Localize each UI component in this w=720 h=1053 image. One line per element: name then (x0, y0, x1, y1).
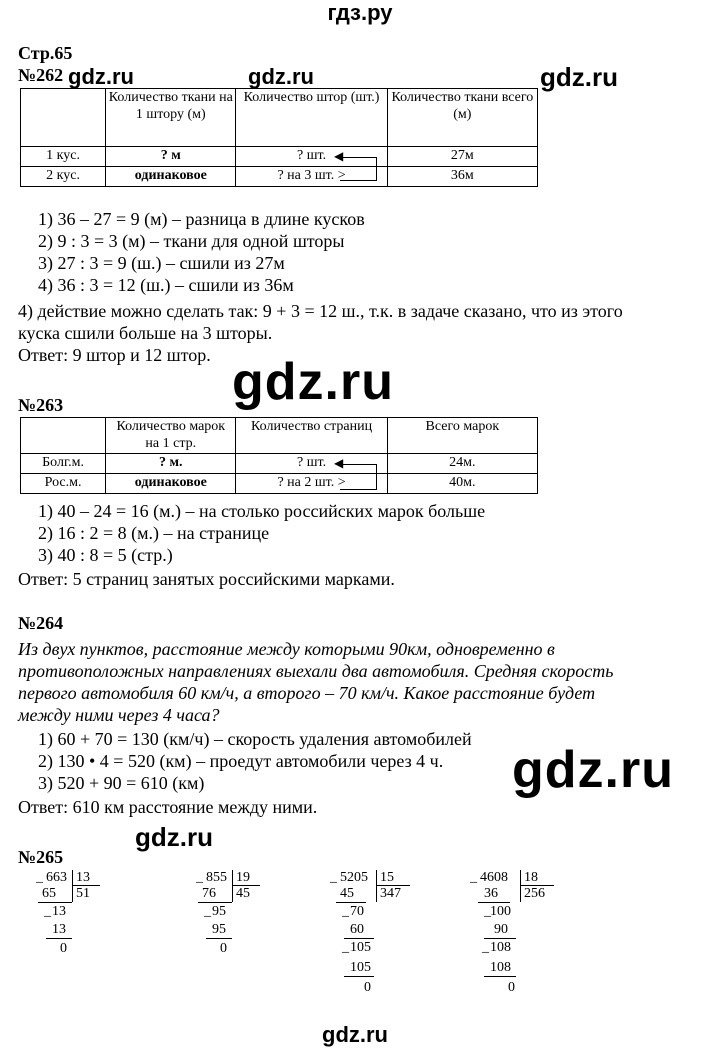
long-division (28, 866, 138, 966)
comparison-arrow (340, 157, 377, 181)
problem-text: Из двух пунктов, расстояние между которыми 90км, одновременно в (18, 639, 555, 659)
solution-note: 4) действие можно сделать так: 9 + 3 = 12 ш., т.к. в задаче сказано, что из этого (18, 301, 623, 321)
division-minus: _ (342, 940, 349, 955)
division-line: 105 (350, 960, 371, 975)
division-minus: _ (196, 870, 203, 885)
quotient: 51 (76, 886, 90, 901)
table-header-cell: Количество штор (шт.) (236, 89, 387, 147)
division-line: 65 (42, 886, 56, 901)
division-minus: _ (44, 904, 51, 919)
table-header-cell: Количество ткани на 1 штору (м) (106, 89, 236, 147)
division-line: 76 (202, 886, 216, 901)
answer-line: Ответ: 610 км расстояние между ними. (18, 797, 318, 817)
comparison-arrow (340, 464, 377, 490)
table-cell: ? м (106, 147, 236, 167)
long-division (470, 866, 590, 1016)
page-ref: Стр.65 (18, 43, 73, 63)
problem-text: первого автомобиля 60 км/ч, а второго – 70 км/ч. Какое расстояние будет (18, 683, 596, 703)
table-header-cell: Количество марок на 1 стр. (106, 418, 236, 454)
divisor: 15 (380, 870, 394, 885)
division-minus: _ (342, 904, 349, 919)
solution-step: 2) 9 : 3 = 3 (м) – ткани для одной шторы (38, 231, 345, 251)
arrow-head-icon: ◀ (334, 149, 344, 163)
divisor: 18 (524, 870, 538, 885)
table-cell: одинаковое (106, 474, 236, 494)
table-cell: одинаковое (106, 167, 236, 187)
quotient: 45 (236, 886, 250, 901)
solution-step: 1) 60 + 70 = 130 (км/ч) – скорость удаления автомобилей (38, 729, 472, 749)
watermark-logo: gdz.ru (135, 822, 213, 852)
watermark-logo: gdz.ru (540, 62, 618, 92)
division-line: 45 (340, 886, 354, 901)
solution-step: 3) 27 : 3 = 9 (ш.) – сшили из 27м (38, 253, 285, 273)
division-line: 100 (490, 904, 511, 919)
division-line: 95 (212, 904, 226, 919)
solution-step: 4) 36 : 3 = 12 (ш.) – сшили из 36м (38, 275, 294, 295)
dividend: 4608 (480, 870, 508, 885)
quotient: 347 (380, 886, 401, 901)
task-number: №265 (18, 847, 64, 867)
solution-step: 3) 520 + 90 = 610 (км) (38, 773, 205, 793)
watermark-logo: gdz.ru (68, 64, 134, 89)
task262-table (20, 88, 538, 187)
task-number: №263 (18, 395, 64, 415)
division-minus: _ (470, 870, 477, 885)
division-line: 13 (52, 922, 66, 937)
table-cell: ? м. (106, 454, 236, 474)
table-cell: ? шт. (236, 454, 387, 474)
table-cell: 2 кус. (21, 167, 106, 187)
division-line: 105 (350, 940, 371, 955)
table-cell: ? на 2 шт. > (236, 474, 387, 494)
dividend: 5205 (340, 870, 368, 885)
table-header-cell: Количество ткани всего (м) (387, 89, 537, 147)
table-header-cell: Количество страниц (236, 418, 387, 454)
table-cell: Болг.м. (21, 454, 106, 474)
solution-step: 1) 40 – 24 = 16 (м.) – на столько российских марок больше (38, 501, 486, 521)
watermark-logo: gdz.ru (248, 64, 314, 89)
solution-step: 2) 130 • 4 = 520 (км) – проедут автомобили через 4 ч. (38, 751, 444, 771)
dividend: 855 (206, 870, 227, 885)
division-remainder: 0 (220, 941, 227, 956)
division-line: 60 (350, 922, 364, 937)
solution-note: куска сшили больше на 3 шторы. (18, 323, 273, 343)
division-line: 36 (484, 886, 498, 901)
divisor: 19 (236, 870, 250, 885)
division-minus: _ (36, 870, 43, 885)
arrow-head-icon: ◀ (334, 456, 344, 470)
site-title: гдз.ру (327, 0, 393, 25)
task-number: №262 (18, 65, 64, 85)
watermark-logo: gdz.ru (232, 353, 394, 411)
division-remainder: 0 (364, 980, 371, 995)
solution-step: 3) 40 : 8 = 5 (стр.) (38, 545, 173, 565)
watermark-logo: gdz.ru (512, 741, 674, 799)
problem-text: между ними через 4 часа? (18, 705, 220, 725)
table-cell: 36м (387, 167, 537, 187)
table-cell: 40м. (387, 474, 537, 494)
division-line: 90 (494, 922, 508, 937)
table-cell: Рос.м. (21, 474, 106, 494)
divisor: 13 (76, 870, 90, 885)
task-number: №264 (18, 613, 64, 633)
watermark-logo: gdz.ru (322, 1022, 388, 1047)
table-cell: 27м (387, 147, 537, 167)
table-cell: 1 кус. (21, 147, 106, 167)
table-cell: ? шт. (236, 147, 387, 167)
division-minus: _ (330, 870, 337, 885)
division-line: 108 (490, 960, 511, 975)
table-header-cell (21, 89, 106, 147)
division-line: 108 (490, 940, 511, 955)
division-remainder: 0 (508, 980, 515, 995)
long-division (330, 866, 450, 1016)
dividend: 663 (46, 870, 67, 885)
table-header-cell: Всего марок (387, 418, 537, 454)
division-line: 70 (350, 904, 364, 919)
long-division (188, 866, 298, 966)
division-minus: _ (204, 904, 211, 919)
division-remainder: 0 (60, 941, 67, 956)
table-cell: 24м. (387, 454, 537, 474)
division-minus: _ (484, 904, 491, 919)
division-line: 95 (212, 922, 226, 937)
answer-line: Ответ: 9 штор и 12 штор. (18, 345, 211, 365)
table-cell: ? на 3 шт. > (236, 167, 387, 187)
division-line: 13 (52, 904, 66, 919)
solution-step: 2) 16 : 2 = 8 (м.) – на странице (38, 523, 270, 543)
task263-table (20, 417, 538, 494)
table-header-cell (21, 418, 106, 454)
division-minus: _ (482, 940, 489, 955)
solution-step: 1) 36 – 27 = 9 (м) – разница в длине кусков (38, 209, 365, 229)
quotient: 256 (524, 886, 545, 901)
problem-text: противоположных направлениях выехали два автомобиля. Средняя скорость (18, 661, 614, 681)
answer-line: Ответ: 5 страниц занятых российскими марками. (18, 569, 395, 589)
